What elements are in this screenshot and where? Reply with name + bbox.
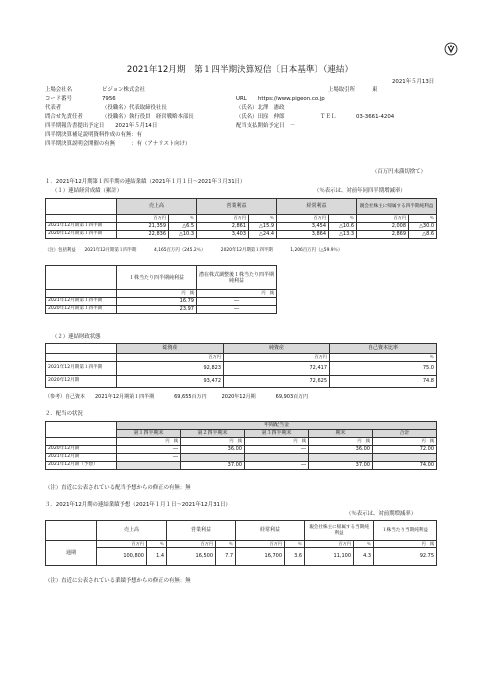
representative-name: （氏名）北澤 憲政	[236, 105, 285, 111]
cell: 100,800	[97, 548, 147, 566]
cell: △6.5	[169, 223, 197, 231]
unit-cell: 円 銭	[373, 438, 437, 446]
section1-heading: １．2021年12月期第１四半期の連結業績（2021年１月１日～2021年３月31日）	[45, 179, 246, 185]
cell: 37.00	[181, 462, 245, 470]
company-logo	[444, 42, 458, 56]
url-label: URL	[236, 96, 247, 102]
code-value: 7956	[102, 96, 116, 102]
header-operating-income: 営業利益	[167, 521, 236, 541]
unit-cell: 百万円	[224, 354, 330, 362]
header-sales: 売上高	[117, 199, 197, 215]
cell: ―	[197, 306, 277, 314]
dividend-start-date: 配当支払開始予定日 －	[236, 123, 296, 129]
cell	[117, 462, 181, 470]
cell: ―	[245, 446, 309, 454]
cell: △10.3	[169, 231, 197, 239]
cell: 11,100	[305, 548, 354, 566]
cell: 22,836	[117, 231, 169, 239]
cell: ―	[197, 298, 277, 306]
header-annual-dividend: 年間配当金	[117, 422, 437, 430]
cell: 3.6	[285, 548, 305, 566]
row-label: 2020年12月期第１四半期	[46, 231, 117, 239]
table-row	[46, 306, 277, 314]
briefing-status: 四半期決算説明会開催の有無 ：有（アナリスト向け）	[45, 141, 191, 147]
header-ordinary-income: 経常利益	[236, 521, 305, 541]
header-net-income: 親会社株主に帰属する当期純利益	[305, 521, 374, 541]
tel-label: ＴＥＬ	[320, 114, 337, 120]
cell: 23.97	[117, 306, 197, 314]
section3-heading: ３．2021年12月期の連結業績予想（2021年１月１日～2021年12月31日）	[45, 502, 231, 508]
section1-sub2: （２）連結財政状態	[52, 334, 101, 340]
header-operating-income: 営業利益	[197, 199, 277, 215]
cell: ―	[245, 462, 309, 470]
unit-cell: 円 銭	[181, 438, 245, 446]
cell: ―	[117, 446, 181, 454]
unit-cell: ％	[216, 541, 236, 548]
comprehensive-income-note: （注）包括利益 2021年12月期第１四半期 4,165百万円（245.2％） 2020年12月期第１四半期 1,206百万円（△59.9％）	[45, 248, 343, 253]
exchange-label: 上場取引所	[328, 87, 355, 93]
header-eps: １株当たり四半期純利益	[117, 266, 197, 290]
forecast-table	[45, 520, 437, 566]
cell	[181, 454, 245, 462]
unit-cell: 円 銭	[374, 541, 437, 548]
unit-cell: 百万円	[357, 215, 409, 223]
unit-cell: 百万円	[97, 541, 147, 548]
table-row	[46, 446, 437, 454]
table-row	[46, 223, 437, 231]
header-total: 合計	[373, 430, 437, 438]
cell: 21,359	[117, 223, 169, 231]
row-label: 2020年12月期第１四半期	[46, 306, 117, 314]
header-q2-end: 第２四半期末	[181, 430, 245, 438]
cell: △10.6	[329, 223, 357, 231]
cell: 16.79	[117, 298, 197, 306]
unit-cell: 円 銭	[309, 438, 373, 446]
dividend-table	[45, 421, 437, 470]
unit-cell: 百万円	[277, 215, 329, 223]
unit-cell: 円 銭	[117, 290, 197, 298]
cell: 2,008	[357, 223, 409, 231]
contact-name: （氏名）田窪 伸郎	[236, 114, 285, 120]
unit-cell: 百万円	[167, 541, 216, 548]
unit-cell: ％	[147, 541, 167, 548]
cell	[373, 454, 437, 462]
table-row	[46, 462, 437, 470]
unit-cell: 百万円	[117, 354, 224, 362]
row-label: 2021年12月期第１四半期	[46, 298, 117, 306]
header-sales: 売上高	[97, 521, 167, 541]
cell: 74.00	[373, 462, 437, 470]
row-label: 2021年12月期	[46, 454, 117, 462]
header-net-income: 親会社株主に帰属する四半期純利益	[357, 199, 437, 215]
cell	[245, 454, 309, 462]
header-total-assets: 総資産	[117, 344, 224, 354]
unit-note: （百万円未満切捨て）	[372, 169, 426, 175]
header-year-end: 期末	[309, 430, 373, 438]
row-label: 2021年12月期（予想）	[46, 462, 117, 470]
equity-reference-note: （参考）自己資本 2021年12月期第１四半期 69,655百万円 2020年12月期 69,903百万円	[45, 394, 309, 400]
table-row	[46, 376, 437, 388]
cell: 36.00	[181, 446, 245, 454]
unit-cell: ％	[330, 354, 437, 362]
unit-cell: 百万円	[117, 215, 169, 223]
contact-label: 問合せ先責任者	[45, 114, 83, 120]
unit-cell: 百万円	[305, 541, 354, 548]
cell: △30.0	[409, 223, 437, 231]
cell: ―	[117, 454, 181, 462]
company-name: ピジョン株式会社	[102, 87, 146, 93]
table-row	[46, 454, 437, 462]
header-diluted-eps: 潜在株式調整後１株当たり四半期純利益	[197, 266, 277, 290]
cell: 36.00	[309, 446, 373, 454]
unit-cell: ％	[169, 215, 197, 223]
url-link[interactable]: https://www.pigeon.co.jp	[258, 96, 325, 102]
cell: 7.7	[216, 548, 236, 566]
cell: 1.4	[147, 548, 167, 566]
supplement-status: 四半期決算補足説明資料作成の有無：有	[45, 132, 143, 138]
cell: 74.8	[330, 376, 437, 388]
cell: 4.3	[354, 548, 374, 566]
tel-value: 03-3661-4204	[356, 114, 395, 120]
cell: 3,454	[277, 223, 329, 231]
unit-cell: 円 銭	[117, 438, 181, 446]
header-net-assets: 純資産	[224, 344, 330, 354]
cell: 92.75	[374, 548, 437, 566]
unit-cell: ％	[409, 215, 437, 223]
operating-results-table	[45, 198, 437, 239]
section1-pct-note: （％表示は、対前年同四半期増減率）	[314, 188, 406, 194]
unit-cell: 円 銭	[245, 438, 309, 446]
unit-cell: ％	[329, 215, 357, 223]
cell: 2,869	[357, 231, 409, 239]
section2-heading: ２．配当の状況	[45, 411, 83, 417]
cell	[309, 454, 373, 462]
cell: 72,625	[224, 376, 330, 388]
header-equity-ratio: 自己資本比率	[330, 344, 437, 354]
cell: 72,417	[224, 362, 330, 376]
cell: 75.0	[330, 362, 437, 376]
code-label: コード番号	[45, 96, 72, 102]
cell: 2,861	[197, 223, 249, 231]
cell: 16,700	[236, 548, 285, 566]
cell: 92,823	[117, 362, 224, 376]
cell: △8.6	[409, 231, 437, 239]
financial-position-table	[45, 343, 437, 388]
cell: △24.4	[249, 231, 277, 239]
section3-pct-note: （％表示は、対前期増減率）	[346, 511, 417, 517]
header-q3-end: 第３四半期末	[245, 430, 309, 438]
table-row	[46, 362, 437, 376]
row-label: 2021年12月期第１四半期	[46, 362, 117, 376]
unit-cell: 百万円	[197, 215, 249, 223]
cell: 72.00	[373, 446, 437, 454]
table-row	[46, 548, 437, 566]
unit-cell: 円 銭	[197, 290, 277, 298]
report-submit-date: 四半期報告書提出予定日 2021年５月14日	[45, 123, 158, 129]
table-row	[46, 231, 437, 239]
cell: △13.3	[329, 231, 357, 239]
forecast-note: （注）直近に公表されている業績予想からの修正の有無：無	[45, 578, 191, 584]
unit-cell: ％	[354, 541, 374, 548]
unit-cell: 百万円	[236, 541, 285, 548]
header-ordinary-income: 経常利益	[277, 199, 357, 215]
exchange-value: 東	[372, 87, 378, 93]
cell: 3,864	[277, 231, 329, 239]
dividend-note: （注）直近に公表されている配当予想からの修正の有無：無	[45, 485, 191, 491]
cell: 93,472	[117, 376, 224, 388]
report-date: 2021年５月13日	[392, 79, 435, 85]
cell: 3,403	[197, 231, 249, 239]
cell: 16,500	[167, 548, 216, 566]
cell: 37.00	[309, 462, 373, 470]
row-label-full-year: 通期	[46, 541, 97, 566]
unit-cell: ％	[285, 541, 305, 548]
header-eps: １株当たり当期純利益	[374, 521, 437, 541]
section1-sub1: （１）連結経営成績（累計）	[52, 188, 123, 194]
row-label: 2020年12月期	[46, 446, 117, 454]
unit-cell: ％	[249, 215, 277, 223]
row-label: 2021年12月期第１四半期	[46, 223, 117, 231]
contact-title: （役職名）執行役員 経営戦略本部長	[102, 114, 194, 120]
table-row	[46, 298, 277, 306]
row-label: 2020年12月期	[46, 376, 117, 388]
cell: △15.9	[249, 223, 277, 231]
header-q1-end: 第１四半期末	[117, 430, 181, 438]
company-label: 上場会社名	[45, 87, 72, 93]
eps-table	[45, 265, 277, 314]
representative-label: 代表者	[45, 105, 62, 111]
document-title: 2021年12月期 第１四半期決算短信〔日本基準〕（連結）	[126, 65, 354, 75]
representative-title: （役職名）代表取締役社長	[102, 105, 167, 111]
